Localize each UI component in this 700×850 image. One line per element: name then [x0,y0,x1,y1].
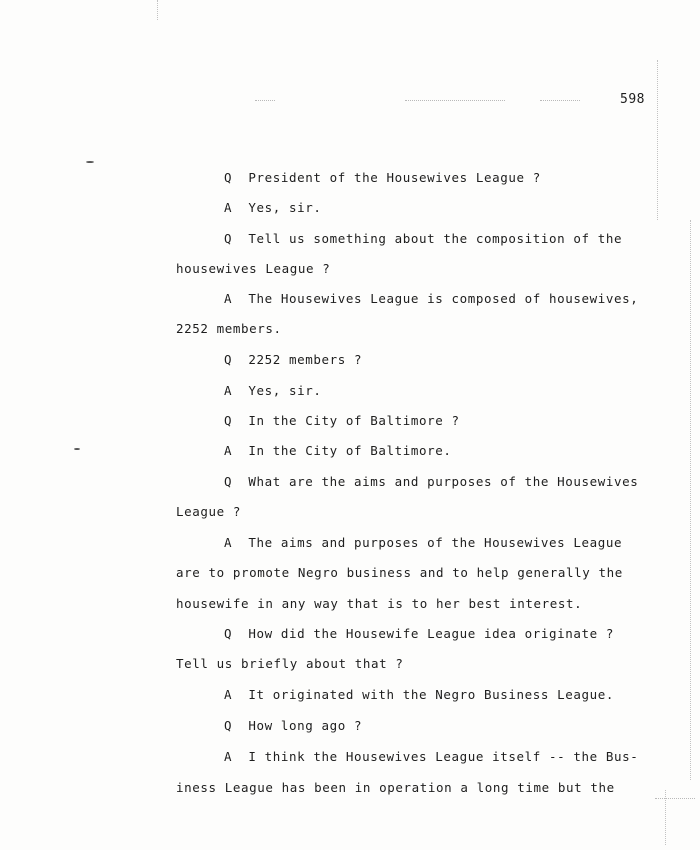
transcript-line: A The Housewives League is composed of housewives, [224,291,639,306]
transcript-line: A Yes, sir. [224,383,322,398]
scan-artifact [657,60,658,220]
scan-speck [74,448,80,450]
transcript-line: Q President of the Housewives League ? [224,170,541,185]
scan-artifact [655,798,695,799]
transcript-line: housewives League ? [176,261,331,276]
page-number: 598 [620,92,645,107]
transcript-line: A It originated with the Negro Business League. [224,687,615,702]
transcript-line: Tell us briefly about that ? [176,656,404,671]
transcript-line: Q How long ago ? [224,718,363,733]
scan-artifact [405,100,505,101]
transcript-line: A I think the Housewives League itself -- the Bus- [224,749,639,764]
transcript-line: iness League has been in operation a long time but the [176,780,615,795]
transcript-line: A The aims and purposes of the Housewives League [224,535,623,550]
scan-artifact [540,100,580,101]
scan-speck [86,161,94,163]
transcript-line: housewife in any way that is to her best interest. [176,596,583,611]
transcript-line: are to promote Negro business and to help generally the [176,565,623,580]
transcript-line: Q In the City of Baltimore ? [224,413,460,428]
scan-artifact [157,0,158,20]
transcript-line: League ? [176,504,242,519]
transcript-line: Q 2252 members ? [224,352,363,367]
transcript-line: Q How did the Housewife League idea originate ? [224,626,615,641]
transcript-line: Q What are the aims and purposes of the Housewives [224,474,639,489]
scan-artifact [255,100,275,101]
transcript-line: Q Tell us something about the composition of the [224,231,623,246]
transcript-line: 2252 members. [176,321,282,336]
transcript-line: A Yes, sir. [224,200,322,215]
scan-artifact [690,220,691,780]
transcript-line: A In the City of Baltimore. [224,443,452,458]
